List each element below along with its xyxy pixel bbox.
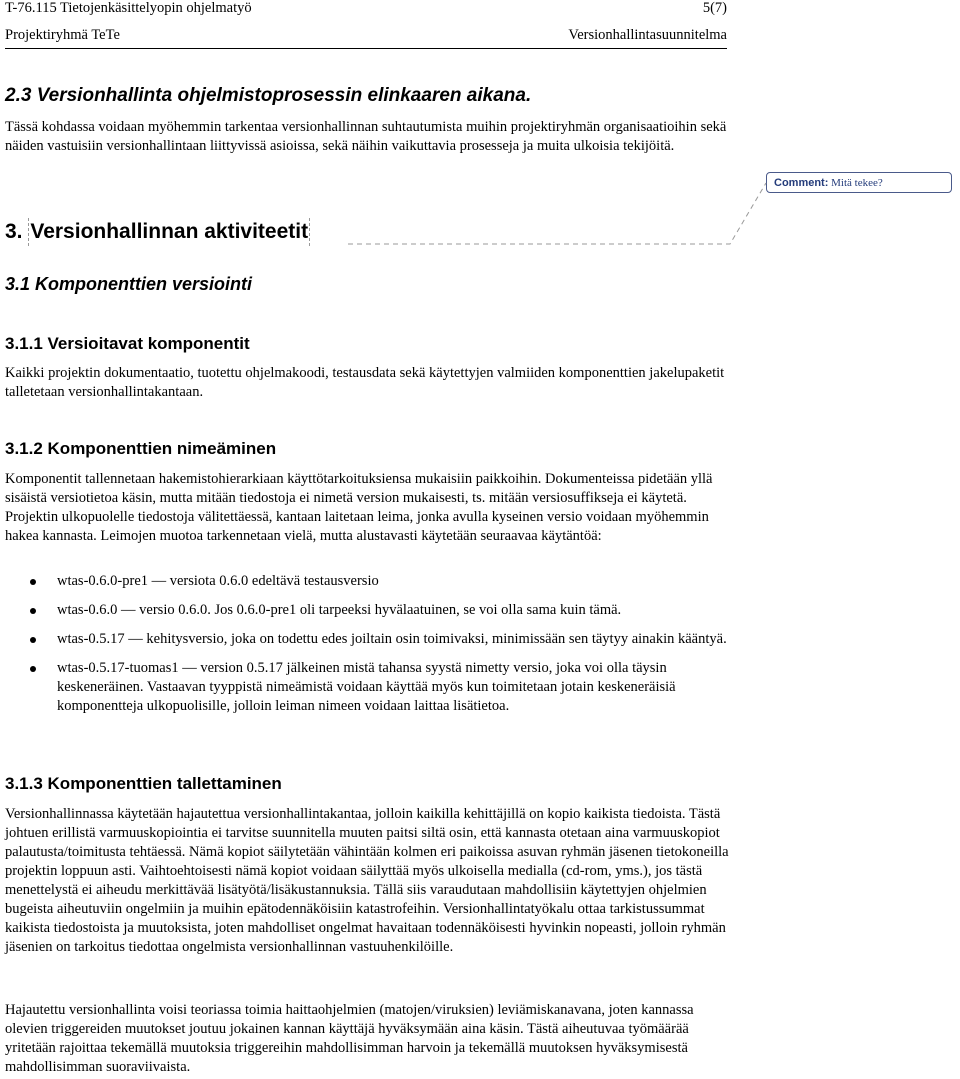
section-2-3-body: Tässä kohdassa voidaan myöhemmin tarkentaa versionhallinnan suhtautumista muihin projektiryhmän organisaatioihin sekä näiden vastuisiin versionhallintaan liittyvissä asioissa, sekä näihin vaikuttavia prosesseja ja muita ulkoisia tekijöitä.	[5, 119, 727, 154]
list-item	[0, 572, 730, 591]
header-page-number: 5(7)	[702, 0, 727, 16]
label-conventions-list	[0, 572, 730, 726]
section-3-1-3-body-1: Versionhallinnassa käytetään hajautettua versionhallintakantaa, jolloin kaikilla kehittäjillä on kopio kaikista tiedoista. Tästä johtuen erillistä varmuuskopiointia ei tarvitse suunnitella muuten paitsi siltä osin, että kannasta otetaan aina varmuuskopiot palautusta/toimitusta tehtäessä. Nämä kopiot säilytetään vähintään kolmen eri paikoissa asuvan ryhmän jäsenen tietokoneilla projektin loppuun asti. Vaihtoehtoisesti nämä kopiot voidaan säilyttää myös ulkoisella medialla (cd-rom, yms.), jos tästä menettelystä ei aiheudu merkittävää lisätyötä/lisäkustannuksia. Tällä siis varaudutaan mahdollisiin käytettyjen ohjelmien bugeista aiheutuviin ongelmiin ja muihin epätodennäköisiin katastrofeihin. Versionhallintatyökalu ottaa tarkistussummat kaikista tiedostoista ja muutoksista, joten mahdolliset ongelmat havaitaan todennäköisesti hyvinkin nopeasti, jolloin ryhmän jäsenien on tarkoitus tiedottaa ongelmista versionhallinnan vastuuhenkilöille.	[5, 806, 729, 955]
section-3-title-comment-anchor[interactable]: Versionhallinnan aktiviteetit	[28, 218, 310, 246]
section-3-1-1-body: Kaikki projektin dokumentaatio, tuotettu ohjelmakoodi, testausdata sekä käytettyjen valmiiden komponenttien jakelupaketit talletetaan versionhallintakantaan.	[5, 365, 725, 400]
bullet-icon	[30, 666, 36, 672]
section-3-number: 3.	[5, 220, 23, 243]
comment-text: Mitä tekee?	[831, 177, 883, 189]
section-3-1-2-heading: 3.1.2 Komponenttien nimeäminen	[5, 439, 277, 458]
header-team: Projektiryhmä TeTe	[5, 27, 120, 43]
list-item	[0, 659, 730, 716]
comment-label: Comment:	[774, 177, 829, 189]
section-3-1-3-body-2: Hajautettu versionhallinta voisi teoriassa toimia haittaohjelmien (matojen/viruksien) leviämiskanavana, joten kannassa olevien triggereiden muutokset joutuu jokainen kannan käyttäjä hyväksymään aina käsin. Tästä aiheutuvaa työmäärää yritetään rajoittaa tekemällä muutoksia triggereihin mahdollisimman harvoin ja tekemällä muutoksen hyväksymisestä mahdollisimman suoraviivaista.	[5, 1002, 694, 1075]
list-item-text: wtas-0.6.0 — versio 0.6.0. Jos 0.6.0-pre1 oli tarpeeksi hyvälaatuinen, se voi olla sama kuin tämä.	[57, 602, 622, 618]
section-3-1-heading: 3.1 Komponenttien versiointi	[5, 274, 253, 294]
section-3-1-3-heading: 3.1.3 Komponenttien tallettaminen	[5, 774, 282, 793]
list-item	[0, 601, 730, 620]
comment-balloon[interactable]	[766, 172, 952, 193]
section-2-3-heading: 2.3 Versionhallinta ohjelmistoprosessin elinkaaren aikana.	[5, 85, 532, 106]
list-item	[0, 630, 730, 649]
bullet-icon	[30, 608, 36, 614]
header-document-name: Versionhallintasuunnitelma	[568, 27, 727, 43]
list-item-text: wtas-0.5.17-tuomas1 — version 0.5.17 jälkeinen mistä tahansa syystä nimetty versio, joka voi olla täysin keskeneräinen. Vastaavan tyyppistä nimeämistä voidaan käyttää myös kun toimitetaan jotain keskeneräisiä komponentteja ulkopuolisille, jolloin leiman nimeen voidaan laittaa lisätietoa.	[57, 660, 676, 714]
list-item-text: wtas-0.6.0-pre1 — versiota 0.6.0 edeltävä testausversio	[57, 573, 379, 589]
header-course: T-76.115 Tietojenkäsittelyopin ohjelmatyö	[5, 0, 252, 16]
list-item-text: wtas-0.5.17 — kehitysversio, joka on todettu edes joiltain osin toimivaksi, minimissään sen täytyy ainakin kääntyä.	[57, 631, 727, 647]
bullet-icon	[30, 579, 36, 585]
section-3-1-1-heading: 3.1.1 Versioitavat komponentit	[5, 334, 250, 353]
section-3-heading	[5, 218, 310, 246]
bullet-icon	[30, 637, 36, 643]
section-3-1-2-body: Komponentit tallennetaan hakemistohierarkiaan käyttötarkoituksiensa mukaisiin paikkoihin. Dokumenteissa pidetään yllä sisäistä versiotietoa käsin, mutta mitään tiedostoja ei nimetä version mukaisesti, ts. mitään versiosuffikseja ei käytetä. Projektin ulkopuolelle tiedostoja välitettäessä, kantaan laitetaan leima, jonka avulla kyseinen versio voidaan myöhemmin hakea kannasta. Leimojen muotoa tarkennetaan vielä, mutta alustavasti käytetään seuraavaa käytäntöä:	[5, 471, 713, 544]
header-divider	[5, 48, 727, 49]
